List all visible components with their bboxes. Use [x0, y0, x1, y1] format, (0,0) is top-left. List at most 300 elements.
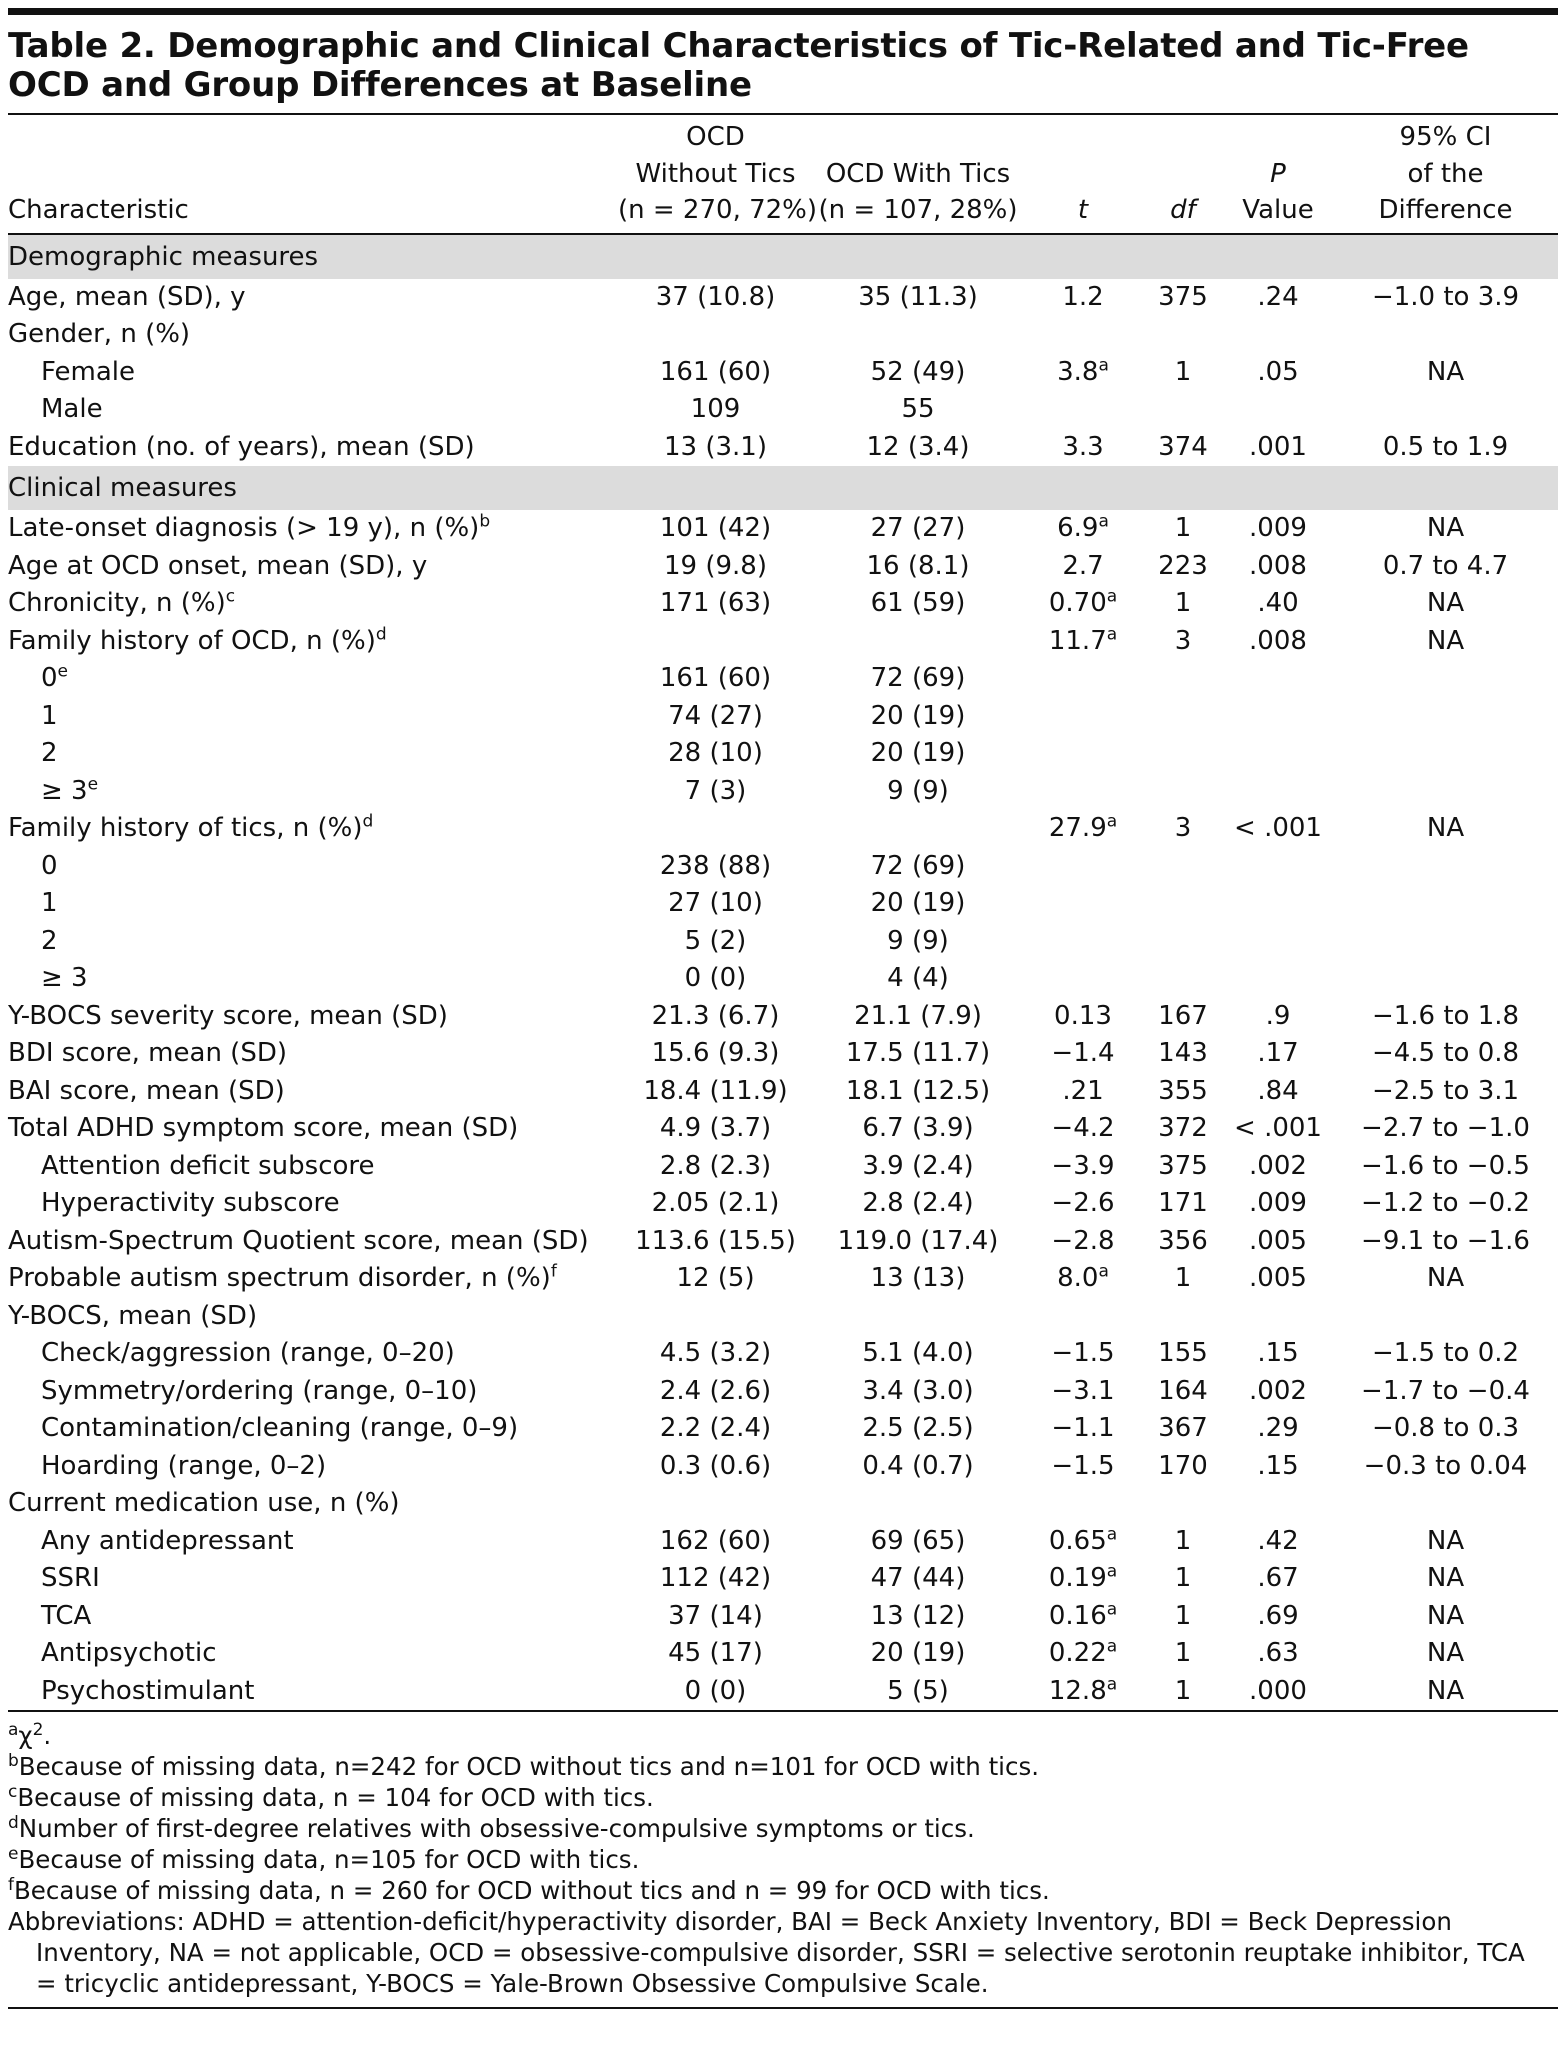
superscript-note: a	[1106, 623, 1118, 644]
table-row	[8, 1673, 1558, 1712]
row-label: Gender, n (%)	[8, 319, 191, 349]
cell-t: −2.6	[1051, 1188, 1115, 1218]
table-row	[8, 1185, 1558, 1223]
superscript-note: a	[1098, 354, 1109, 375]
cell-ci: NA	[1426, 1638, 1465, 1668]
cell-ci	[1333, 316, 1558, 354]
cell-t	[1023, 391, 1143, 429]
cell-ocd-with-tics	[813, 623, 1023, 661]
cell-ocd-with-tics: 20 (19)	[870, 738, 966, 768]
cell-df: 167	[1158, 1000, 1208, 1031]
cell-ocd-with-tics: 35 (11.3)	[858, 281, 978, 312]
row-label: ≥ 3	[41, 963, 88, 993]
cell-ocd-without-tics: 4.9 (3.7)	[659, 1113, 772, 1143]
cell-ci	[1333, 848, 1558, 886]
cell-ocd-without-tics: 4.5 (3.2)	[659, 1338, 772, 1368]
cell-ocd-with-tics: 9 (9)	[887, 925, 949, 956]
cell-p-value: .15	[1257, 1338, 1299, 1368]
table-row	[8, 354, 1558, 392]
row-label: Check/aggression (range, 0–20)	[41, 1338, 455, 1368]
cell-p-value: .000	[1249, 1675, 1307, 1706]
cell-t: 1.2	[1062, 281, 1104, 312]
cell-ocd-without-tics: 101 (42)	[659, 513, 772, 543]
cell-ocd-with-tics: 13 (13)	[870, 1263, 966, 1293]
cell-ocd-with-tics: 72 (69)	[870, 850, 966, 881]
bottom-rule	[8, 2007, 1558, 2009]
superscript-note: f	[550, 1261, 557, 1282]
superscript-note: a	[1106, 1561, 1118, 1582]
section-label: Demographic measures	[8, 234, 1558, 279]
row-label: Family history of OCD, n (%)$^d$	[8, 623, 387, 656]
table-row	[8, 391, 1558, 429]
superscript-note: e	[8, 1843, 19, 1864]
cell-df	[1143, 773, 1223, 811]
cell-ci	[1333, 660, 1558, 698]
cell-df	[1143, 848, 1223, 886]
cell-ci	[1333, 698, 1558, 736]
table-row	[8, 510, 1558, 548]
cell-t: 0.13	[1054, 1000, 1112, 1031]
cell-p-value	[1223, 735, 1333, 773]
cell-df: 375	[1158, 281, 1208, 312]
cell-t: −1.4	[1051, 1038, 1115, 1068]
superscript-note: b	[8, 1750, 19, 1771]
cell-ocd-with-tics: 18.1 (12.5)	[845, 1075, 991, 1106]
row-label: BAI score, mean (SD)	[8, 1075, 285, 1106]
cell-ocd-with-tics: 20 (19)	[870, 1638, 966, 1668]
cell-ocd-with-tics: 5.1 (4.0)	[862, 1338, 974, 1368]
row-label: Chronicity, n (%)$^c$	[8, 586, 236, 618]
cell-ocd-without-tics: 18.4 (11.9)	[643, 1075, 788, 1106]
cell-ci: NA	[1426, 588, 1465, 618]
cell-p-value: .002	[1249, 1375, 1307, 1406]
cell-ocd-with-tics: 3.4 (3.0)	[862, 1375, 974, 1406]
cell-p-value: .008	[1249, 625, 1307, 656]
cell-ocd-without-tics: 12 (5)	[676, 1263, 755, 1293]
superscript-note: e	[87, 773, 99, 794]
cell-p-value: .42	[1257, 1525, 1299, 1556]
table-row	[8, 1523, 1558, 1561]
cell-ci: −4.5 to 0.8	[1371, 1038, 1520, 1068]
header-df: df	[1170, 195, 1196, 225]
table-row	[8, 998, 1558, 1036]
cell-df: 356	[1158, 1225, 1208, 1256]
row-label: Autism-Spectrum Quotient score, mean (SD)	[8, 1225, 589, 1256]
cell-df: 1	[1174, 356, 1192, 387]
header-characteristic: Characteristic	[8, 195, 189, 225]
table-row	[8, 316, 1558, 354]
cell-df: 375	[1158, 1150, 1208, 1181]
table-row	[8, 429, 1558, 467]
cell-df: 1	[1174, 513, 1192, 543]
cell-ci	[1333, 885, 1558, 923]
cell-ci: NA	[1426, 1263, 1465, 1293]
row-label: Current medication use, n (%)	[8, 1488, 400, 1518]
cell-t: 3.8$^a$	[1057, 354, 1109, 387]
cell-t: −2.8	[1051, 1225, 1115, 1256]
cell-p-value: .008	[1249, 550, 1307, 581]
cell-ocd-with-tics: 55	[901, 394, 935, 424]
cell-p-value: .63	[1257, 1638, 1299, 1668]
cell-ocd-with-tics	[813, 316, 1023, 354]
cell-t	[1023, 698, 1143, 736]
cell-ocd-without-tics: 161 (60)	[659, 663, 772, 693]
cell-ocd-without-tics: 74 (27)	[668, 700, 763, 731]
cell-ocd-with-tics: 119.0 (17.4)	[837, 1225, 999, 1256]
table-row	[8, 848, 1558, 886]
footnote-item: $^f$Because of missing data, n = 260 for OCD without tics and n = 99 for OCD with tics.	[8, 1874, 1050, 1905]
row-label: Y-BOCS, mean (SD)	[8, 1300, 258, 1331]
cell-ocd-with-tics	[813, 1485, 1023, 1523]
cell-p-value: .69	[1257, 1600, 1299, 1631]
table-row	[8, 1298, 1558, 1336]
section-header-row	[8, 466, 1558, 510]
cell-ocd-with-tics	[813, 1298, 1023, 1336]
table-row	[8, 1410, 1558, 1448]
cell-t	[1023, 660, 1143, 698]
table-row	[8, 885, 1558, 923]
superscript-note: a	[1106, 811, 1118, 832]
cell-t: −4.2	[1051, 1113, 1115, 1143]
cell-p-value: .005	[1249, 1263, 1307, 1293]
cell-ocd-without-tics	[618, 1485, 813, 1523]
cell-ocd-with-tics: 2.8 (2.4)	[862, 1188, 974, 1218]
header-ci: 95% CI of the Difference	[1378, 122, 1513, 225]
cell-ocd-without-tics: 161 (60)	[659, 356, 772, 387]
cell-ocd-without-tics: 45 (17)	[668, 1638, 763, 1668]
superscript-note: c	[225, 586, 236, 607]
header-p-value: P Value	[1242, 158, 1314, 225]
cell-ocd-with-tics: 13 (12)	[870, 1600, 966, 1631]
cell-p-value	[1223, 848, 1333, 886]
superscript-note: a	[8, 1719, 19, 1740]
cell-t: −3.9	[1051, 1150, 1115, 1181]
cell-ocd-with-tics: 2.5 (2.5)	[862, 1413, 974, 1443]
cell-p-value: .29	[1257, 1413, 1299, 1443]
cell-ci	[1333, 735, 1558, 773]
cell-df	[1143, 660, 1223, 698]
row-label: Female	[41, 356, 136, 387]
cell-df: 170	[1158, 1450, 1208, 1481]
cell-ocd-without-tics: 27 (10)	[668, 888, 763, 918]
cell-t: −1.5	[1051, 1450, 1115, 1481]
header-t: t	[1077, 195, 1089, 225]
cell-ci: −1.0 to 3.9	[1371, 281, 1520, 312]
cell-df	[1143, 735, 1223, 773]
row-label: Family history of tics, n (%)$^d$	[8, 811, 374, 843]
table-header	[8, 115, 1558, 234]
header-ocd-without-tics: OCD Without Tics (n = 270, 72%)	[618, 122, 818, 225]
footnote-list	[8, 1720, 1558, 1906]
table-row	[8, 773, 1558, 811]
table-row	[8, 1485, 1558, 1523]
cell-ci: −0.3 to 0.04	[1363, 1450, 1528, 1481]
cell-df: 1	[1174, 1600, 1192, 1631]
cell-ocd-without-tics: 0 (0)	[684, 963, 747, 993]
cell-ocd-without-tics: 0 (0)	[684, 1675, 747, 1706]
cell-ocd-without-tics	[618, 623, 813, 661]
cell-t	[1023, 735, 1143, 773]
table-row	[8, 1223, 1558, 1261]
cell-df: 1	[1174, 588, 1192, 618]
cell-p-value: .005	[1249, 1225, 1307, 1256]
superscript-note: b	[479, 511, 491, 532]
table-row	[8, 1635, 1558, 1673]
cell-ci	[1333, 773, 1558, 811]
superscript-note: f	[8, 1874, 14, 1895]
cell-t: 0.16$^a$	[1048, 1598, 1118, 1631]
cell-ocd-with-tics: 72 (69)	[870, 663, 966, 693]
cell-ci: NA	[1426, 1563, 1465, 1593]
cell-ci: −0.8 to 0.3	[1371, 1413, 1520, 1443]
row-label: Any antidepressant	[41, 1525, 294, 1556]
row-label: Y-BOCS severity score, mean (SD)	[8, 1000, 448, 1031]
cell-ocd-without-tics	[618, 810, 813, 848]
cell-ocd-without-tics: 2.05 (2.1)	[651, 1188, 780, 1218]
cell-p-value: .15	[1257, 1450, 1299, 1481]
row-label: 1	[41, 888, 58, 918]
cell-df: 1	[1174, 1263, 1192, 1293]
document-page	[0, 8, 1566, 2072]
cell-ci: NA	[1426, 1600, 1465, 1631]
cell-t: .21	[1062, 1075, 1104, 1106]
section-header-row	[8, 234, 1558, 279]
cell-df: 164	[1158, 1375, 1208, 1406]
cell-ocd-with-tics	[813, 810, 1023, 848]
cell-ocd-without-tics: 37 (10.8)	[655, 281, 776, 312]
row-label: 0	[41, 850, 58, 881]
cell-t: −1.1	[1051, 1413, 1115, 1443]
footnote-item: $^c$Because of missing data, n = 104 for OCD with tics.	[8, 1781, 654, 1812]
cell-t: 12.8$^a$	[1048, 1673, 1118, 1706]
cell-ocd-with-tics: 12 (3.4)	[866, 431, 970, 462]
cell-t: 27.9$^a$	[1048, 811, 1118, 843]
cell-ocd-without-tics: 109	[690, 394, 741, 424]
cell-ci: −1.6 to −0.5	[1361, 1150, 1530, 1181]
cell-t: 0.22$^a$	[1048, 1636, 1118, 1668]
cell-p-value	[1223, 698, 1333, 736]
table-row	[8, 735, 1558, 773]
cell-df: 367	[1158, 1413, 1208, 1443]
table-row	[8, 585, 1558, 623]
superscript-note: e	[57, 661, 69, 682]
cell-ci: −1.7 to −0.4	[1361, 1375, 1530, 1406]
cell-ocd-without-tics: 7 (3)	[684, 775, 747, 806]
table-row	[8, 923, 1558, 961]
superscript-note: a	[1106, 1598, 1118, 1619]
row-label: Age, mean (SD), y	[8, 281, 246, 312]
cell-df: 1	[1174, 1675, 1192, 1706]
row-label: ≥ $3^e$	[41, 773, 99, 806]
cell-t: −1.5	[1051, 1338, 1115, 1368]
cell-df	[1143, 698, 1223, 736]
cell-p-value	[1223, 1485, 1333, 1523]
table-row	[8, 1110, 1558, 1148]
cell-ocd-with-tics: 20 (19)	[870, 700, 966, 731]
cell-ci	[1333, 923, 1558, 961]
cell-t	[1023, 923, 1143, 961]
cell-p-value: .40	[1257, 588, 1299, 618]
cell-ci: −2.5 to 3.1	[1371, 1075, 1520, 1106]
footnote-item: $^e$Because of missing data, n=105 for OCD with tics.	[8, 1843, 640, 1874]
row-label: 2	[41, 925, 58, 956]
table-title: Table 2. Demographic and Clinical Characteristics of Tic-Related and Tic-Free OCD and Group Differences at Baseline	[8, 26, 1469, 105]
cell-ci: −1.5 to 0.2	[1371, 1338, 1520, 1368]
cell-p-value: < .001	[1234, 1113, 1322, 1143]
row-label: SSRI	[41, 1563, 100, 1593]
table-row	[8, 660, 1558, 698]
cell-ocd-with-tics: 3.9 (2.4)	[862, 1150, 974, 1181]
data-table	[8, 115, 1558, 1712]
table-row	[8, 1448, 1558, 1486]
superscript-note: d	[8, 1812, 19, 1833]
cell-p-value	[1223, 1298, 1333, 1336]
cell-ocd-without-tics: 28 (10)	[668, 738, 763, 768]
cell-t	[1023, 316, 1143, 354]
cell-p-value	[1223, 316, 1333, 354]
footnotes	[8, 1720, 1558, 1999]
table-row	[8, 1335, 1558, 1373]
cell-p-value: .009	[1249, 513, 1307, 543]
section-label: Clinical measures	[8, 466, 1558, 510]
table-row	[8, 960, 1558, 998]
cell-p-value: .67	[1257, 1563, 1299, 1593]
cell-ocd-without-tics: 5 (2)	[684, 925, 747, 956]
cell-ocd-with-tics: 20 (19)	[870, 888, 966, 918]
table-row	[8, 1035, 1558, 1073]
cell-ocd-without-tics: 238 (88)	[659, 850, 772, 881]
row-label: Psychostimulant	[41, 1675, 255, 1706]
cell-ocd-without-tics: 113.6 (15.5)	[635, 1225, 796, 1256]
table-row	[8, 1373, 1558, 1411]
cell-p-value	[1223, 773, 1333, 811]
table-body	[8, 234, 1558, 1712]
superscript-note: 2	[32, 1719, 44, 1740]
row-label: Antipsychotic	[41, 1638, 217, 1668]
cell-df	[1143, 1298, 1223, 1336]
cell-t: 6.9$^a$	[1057, 511, 1109, 543]
table-row	[8, 1073, 1558, 1111]
table-row	[8, 1598, 1558, 1636]
cell-ci: NA	[1426, 513, 1465, 543]
row-label: Total ADHD symptom score, mean (SD)	[8, 1113, 519, 1143]
cell-ci: NA	[1426, 813, 1465, 843]
cell-ocd-without-tics: 2.2 (2.4)	[659, 1413, 772, 1443]
cell-ci	[1333, 1298, 1558, 1336]
row-label: Hoarding (range, 0–2)	[41, 1450, 327, 1481]
cell-ocd-without-tics: 162 (60)	[659, 1525, 772, 1556]
cell-df	[1143, 1485, 1223, 1523]
row-label: Age at OCD onset, mean (SD), y	[8, 550, 428, 581]
cell-df: 355	[1158, 1075, 1208, 1106]
cell-ocd-with-tics: 21.1 (7.9)	[854, 1000, 982, 1031]
row-label: 1	[41, 700, 58, 731]
cell-p-value	[1223, 960, 1333, 998]
cell-ocd-with-tics: 5 (5)	[887, 1675, 949, 1706]
cell-df: 223	[1158, 550, 1208, 581]
cell-df: 171	[1158, 1188, 1208, 1218]
cell-df: 155	[1158, 1338, 1208, 1368]
footnote-item: $^a\chi^2$.	[8, 1719, 52, 1750]
cell-ocd-with-tics: 17.5 (11.7)	[845, 1038, 991, 1068]
cell-ocd-without-tics: 21.3 (6.7)	[651, 1000, 780, 1031]
cell-t: 0.19$^a$	[1048, 1561, 1118, 1593]
row-label: Male	[41, 394, 103, 424]
cell-ci: 0.5 to 1.9	[1382, 431, 1509, 462]
cell-df	[1143, 923, 1223, 961]
superscript-note: a	[1106, 586, 1118, 607]
table-row	[8, 279, 1558, 317]
row-label: BDI score, mean (SD)	[8, 1038, 287, 1068]
cell-p-value	[1223, 660, 1333, 698]
cell-ci: −1.6 to 1.8	[1371, 1000, 1520, 1031]
cell-t	[1023, 885, 1143, 923]
superscript-note: a	[1106, 1673, 1118, 1694]
cell-ocd-without-tics	[618, 1298, 813, 1336]
cell-df	[1143, 960, 1223, 998]
cell-df: 1	[1174, 1525, 1192, 1556]
cell-ci: NA	[1426, 625, 1465, 656]
table-row	[8, 1260, 1558, 1298]
row-label: 0e	[41, 661, 69, 693]
cell-t	[1023, 960, 1143, 998]
cell-ci	[1333, 391, 1558, 429]
row-label: Attention deficit subscore	[41, 1150, 375, 1181]
cell-df: 1	[1174, 1563, 1192, 1593]
superscript-note: c	[8, 1781, 18, 1802]
cell-ocd-with-tics: 6.7 (3.9)	[862, 1113, 974, 1143]
superscript-note: a	[1106, 1636, 1118, 1657]
top-rule	[8, 8, 1558, 15]
cell-t	[1023, 1298, 1143, 1336]
cell-t: −3.1	[1051, 1375, 1115, 1406]
table-row	[8, 698, 1558, 736]
cell-ocd-without-tics: 15.6 (9.3)	[651, 1038, 780, 1068]
cell-p-value: .17	[1257, 1038, 1299, 1068]
cell-ocd-without-tics: 2.4 (2.6)	[659, 1375, 772, 1406]
cell-ci: 0.7 to 4.7	[1382, 550, 1509, 581]
row-label: Education (no. of years), mean (SD)	[8, 431, 475, 462]
cell-t: 8.0$^a$	[1057, 1261, 1109, 1293]
superscript-note: a	[1098, 511, 1109, 532]
row-label: Hyperactivity subscore	[41, 1188, 340, 1218]
table-row	[8, 810, 1558, 848]
header-ocd-with-tics: OCD With Tics (n = 107, 28%)	[818, 158, 1018, 225]
cell-df: 372	[1158, 1113, 1208, 1143]
cell-df: 143	[1158, 1038, 1208, 1068]
row-label: Symmetry/ordering (range, 0–10)	[41, 1375, 478, 1406]
cell-df	[1143, 316, 1223, 354]
cell-t: 0.70$^a$	[1048, 586, 1118, 618]
table-row	[8, 1148, 1558, 1186]
cell-p-value: < .001	[1234, 813, 1322, 843]
cell-df: 3	[1174, 625, 1192, 656]
cell-ocd-with-tics: 16 (8.1)	[866, 550, 970, 581]
cell-p-value: .001	[1249, 431, 1307, 462]
cell-ocd-without-tics: 19 (9.8)	[664, 550, 767, 581]
cell-ocd-with-tics: 69 (65)	[870, 1525, 966, 1556]
cell-ci: −9.1 to −1.6	[1361, 1225, 1530, 1256]
cell-df	[1143, 885, 1223, 923]
cell-ocd-with-tics: 27 (27)	[870, 513, 966, 543]
cell-p-value: .24	[1257, 281, 1299, 312]
row-label: Late-onset diagnosis (> 19 y), n (%)$^b$	[8, 511, 491, 543]
cell-df: 374	[1158, 431, 1208, 462]
table-row	[8, 623, 1558, 661]
cell-p-value	[1223, 391, 1333, 429]
cell-t	[1023, 1485, 1143, 1523]
cell-df: 1	[1174, 1638, 1192, 1668]
